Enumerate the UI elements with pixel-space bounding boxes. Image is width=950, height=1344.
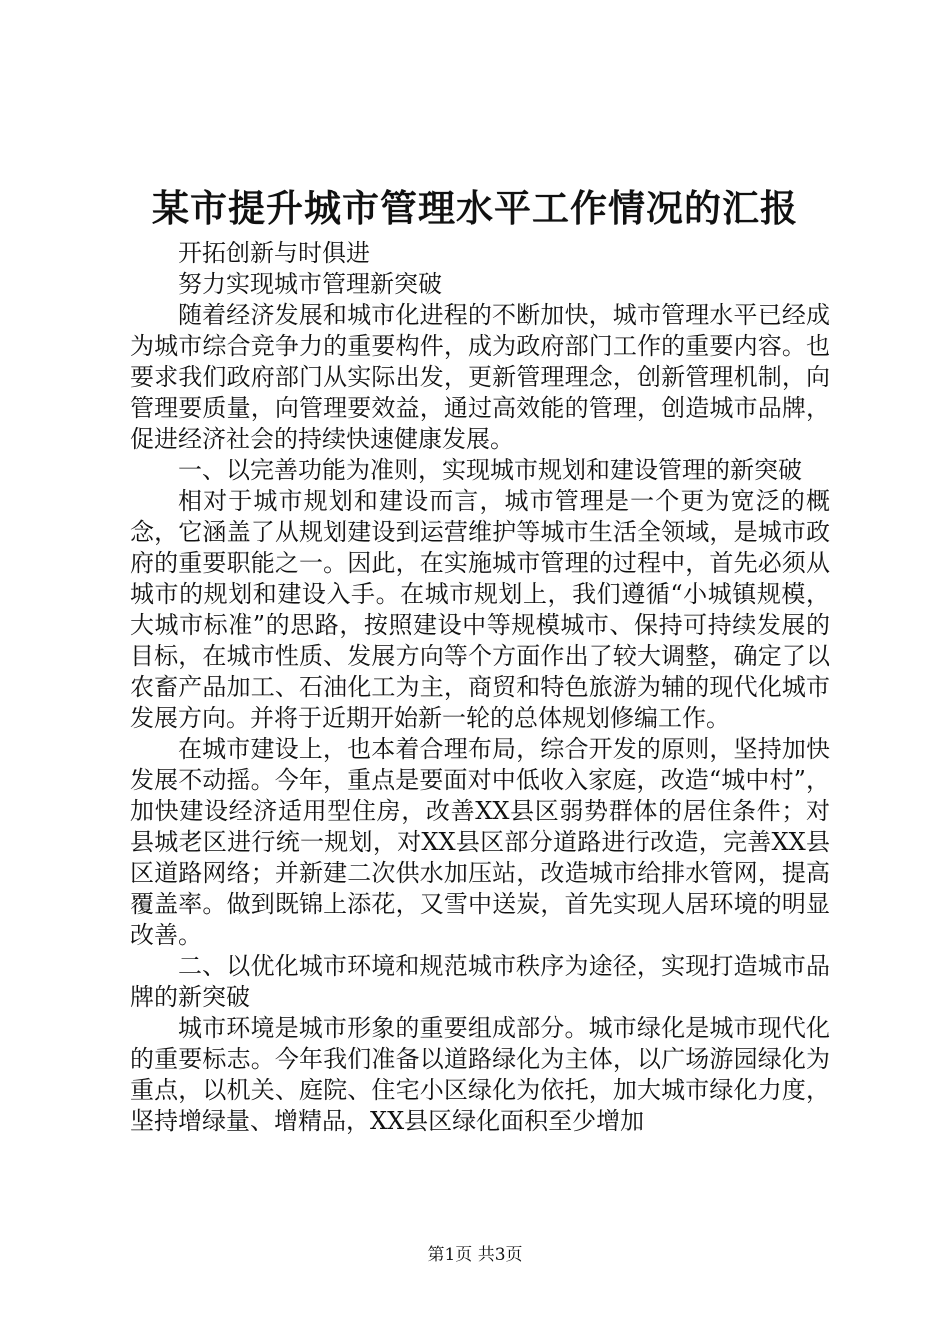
body-paragraph: 在城市建设上，也本着合理布局，综合开发的原则，坚持加快发展不动摇。今年，重点是要面对中低收入家庭，改造“城中村”，加快建设经济适用型住房，改善XX县区弱势群体的居住条件；对县城老区进行统一规划，对XX县区部分道路进行改造，完善XX县区道路网络；并新建二次供水加压站，改造城市给排水管网，提高覆盖率。做到既锦上添花，又雪中送炭，首先实现人居环境的明显改善。	[130, 735, 830, 949]
section-heading: 一、以完善功能为准则，实现城市规划和建设管理的新突破	[178, 456, 802, 484]
document-title: 某市提升城市管理水平工作情况的汇报	[152, 186, 798, 230]
page-footer: 第1页 共3页	[427, 1245, 523, 1265]
subtitle-line-1: 开拓创新与时俱进	[178, 239, 370, 267]
body-paragraph: 随着经济发展和城市化进程的不断加快，城市管理水平已经成为城市综合竞争力的重要构件，成为政府部门工作的重要内容。也要求我们政府部门从实际出发，更新管理理念，创新管理机制，向管理要质量，向管理要效益，通过高效能的管理，创造城市品牌，促进经济社会的持续快速健康发展。	[130, 301, 830, 453]
body-paragraph: 相对于城市规划和建设而言，城市管理是一个更为宽泛的概念，它涵盖了从规划建设到运营维护等城市生活全领域，是城市政府的重要职能之一。因此，在实施城市管理的过程中，首先必须从城市的规划和建设入手。在城市规划上，我们遵循“小城镇规模，大城市标准”的思路，按照建设中等规模城市、保持可持续发展的目标，在城市性质、发展方向等个方面作出了较大调整，确定了以农畜产品加工、石油化工为主，商贸和特色旅游为辅的现代化城市发展方向。并将于近期开始新一轮的总体规划修编工作。	[130, 487, 830, 732]
body-paragraph: 城市环境是城市形象的重要组成部分。城市绿化是城市现代化的重要标志。今年我们准备以道路绿化为主体，以广场游园绿化为重点，以机关、庭院、住宅小区绿化为依托，加大城市绿化力度，坚持增绿量、增精品，XX县区绿化面积至少增加	[130, 1014, 830, 1135]
document-body	[130, 238, 830, 1137]
subtitle-line-2: 努力实现城市管理新突破	[178, 270, 442, 298]
section-heading: 二、以优化城市环境和规范城市秩序为途径，实现打造城市品牌的新突破	[130, 952, 830, 1011]
